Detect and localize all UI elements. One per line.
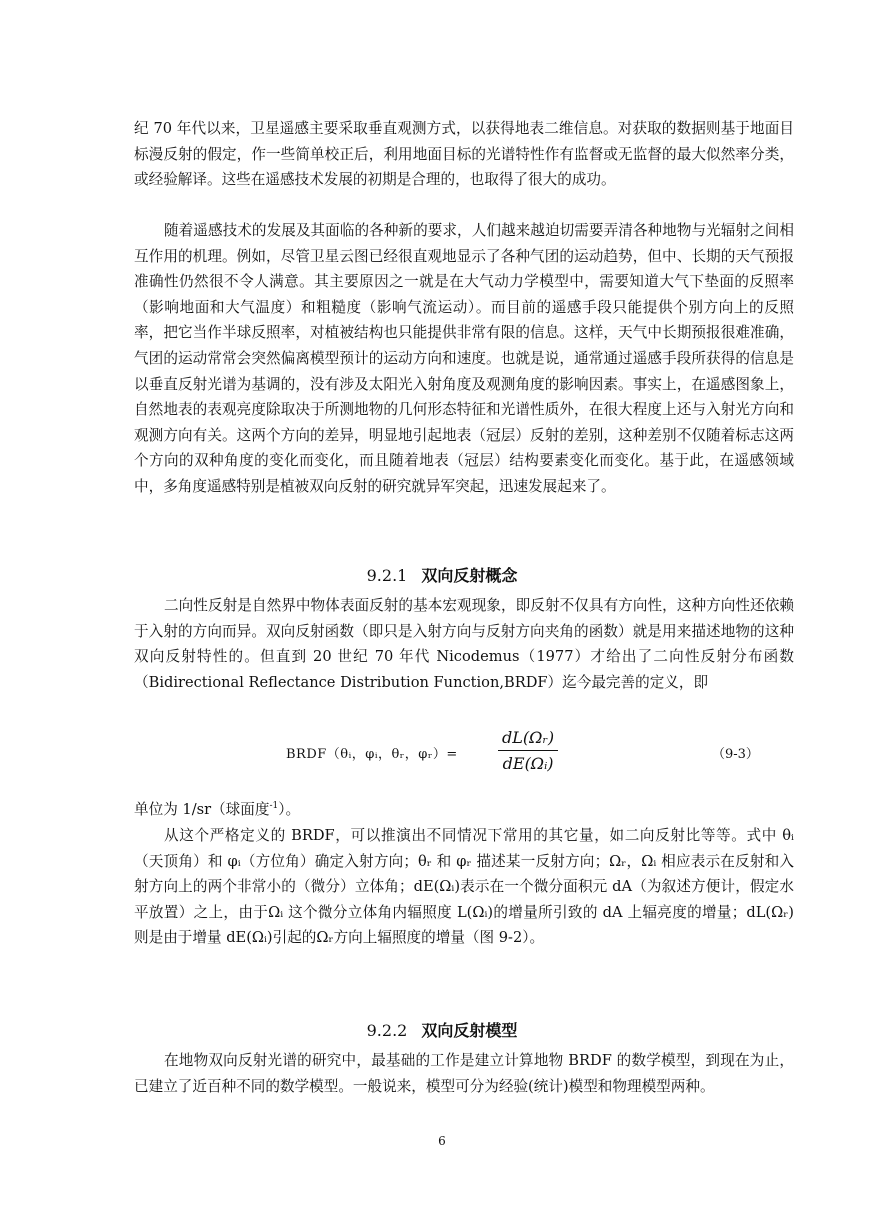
equation-numerator: dL(Ωᵣ) <box>498 726 558 751</box>
unit-text-end: ）。 <box>278 801 301 818</box>
section-number: 9.2.2 <box>366 1021 408 1040</box>
page-number: 6 <box>438 1134 446 1148</box>
unit-text: 单位为 1/sr（球面度 <box>134 801 270 818</box>
equation-denominator: dE(Ωᵢ) <box>502 754 554 773</box>
paragraph-brdf-concept: 二向性反射是自然界中物体表面反射的基本宏观现象，即反射不仅具有方向性，这种方向性还依赖于入射的方向而异。双向反射函数（即只是入射方向与反射方向夹角的函数）就是用来描述地物的这种双向反射特性的。但直到 20 世纪 70 年代 Nicodemus（1977）才给出了二向性反射分布函数（Bidirectional Reflectance Distribution Function,BRDF）迄今最完善的定义，即 <box>134 597 794 691</box>
equation-lhs: BRDF（θᵢ，φᵢ，θᵣ，φᵣ）= <box>286 747 458 762</box>
paragraph-brdf-models: 在地物双向反射光谱的研究中，最基础的工作是建立计算地物 BRDF 的数学模型，到现在为止，已建立了近百种不同的数学模型。一般说来，模型可分为经验(统计)模型和物理模型两种。 <box>134 1052 794 1095</box>
paragraph-intro-continued: 纪 70 年代以来，卫星遥感主要采取垂直观测方式，以获得地表二维信息。对获取的数据则基于地面目标漫反射的假定，作一些简单校正后，利用地面目标的光谱特性作有监督或无监督的最大似然率分类，或经验解译。这些在遥感技术发展的初期是合理的，也取得了很大的成功。 <box>134 120 794 189</box>
unit-superscript: -1 <box>269 801 279 812</box>
section-title: 双向反射概念 <box>421 566 518 585</box>
paragraph-remote-sensing-development: 随着遥感技术的发展及其面临的各种新的要求，人们越来越迫切需要弄清各种地物与光辐射之间相互作用的机理。例如，尽管卫星云图已经很直观地显示了各种气团的运动趋势，但中、长期的天气预报准确性仍然很不令人满意。其主要原因之一就是在大气动力学模型中，需要知道大气下垫面的反照率（影响地面和大气温度）和粗糙度（影响气流运动）。而目前的遥感手段只能提供个别方向上的反照率，把它当作半球反照率，对植被结构也只能提供非常有限的信息。这样，天气中长期预报很难准确，气团的运动常常会突然偏离模型预计的运动方向和速度。也就是说，通常通过遥感手段所获得的信息是以垂直反射光谱为基调的，没有涉及太阳光入射角度及观测角度的影响因素。事实上，在遥感图象上，自然地表的表观亮度除取决于所测地物的几何形态特征和光谱性质外，在很大程度上还与入射光方向和观测方向有关。这两个方向的差异，明显地引起地表（冠层）反射的差别，这种差别不仅随着标志这两个方向的双种角度的变化而变化，而且随着地表（冠层）结构要素变化而变化。基于此，在遥感领域中，多角度遥感特别是植被双向反射的研究就异军突起，迅速发展起来了。 <box>134 222 794 495</box>
section-title: 双向反射模型 <box>421 1021 518 1040</box>
equation-9-3 <box>134 724 794 784</box>
section-number: 9.2.1 <box>366 566 408 585</box>
section-heading-9-2-2 <box>0 1018 884 1041</box>
equation-fraction <box>498 726 558 777</box>
paragraph-unit <box>134 797 794 823</box>
section-heading-9-2-1 <box>0 563 884 586</box>
equation-number: （9-3） <box>712 747 759 762</box>
paragraph-brdf-definition-details: 从这个严格定义的 BRDF，可以推演出不同情况下常用的其它量，如二向反射比等等。式中 θᵢ（天顶角）和 φᵢ（方位角）确定入射方向；θᵣ 和 φᵣ 描述某一反射方向；Ωᵣ，Ωᵢ 相应表示在反射和入射方向上的两个非常小的（微分）立体角；dE(Ωᵢ)表示在一个微分面积元 dA（为叙述方便计，假定水平放置）之上，由于Ωᵢ 这个微分立体角内辐照度 L(Ωᵢ)的增量所引致的 dA 上辐亮度的增量；dL(Ωᵣ)则是由于增量 dE(Ωᵢ)引起的Ωᵣ方向上辐照度的增量（图 9-2）。 <box>134 827 794 947</box>
